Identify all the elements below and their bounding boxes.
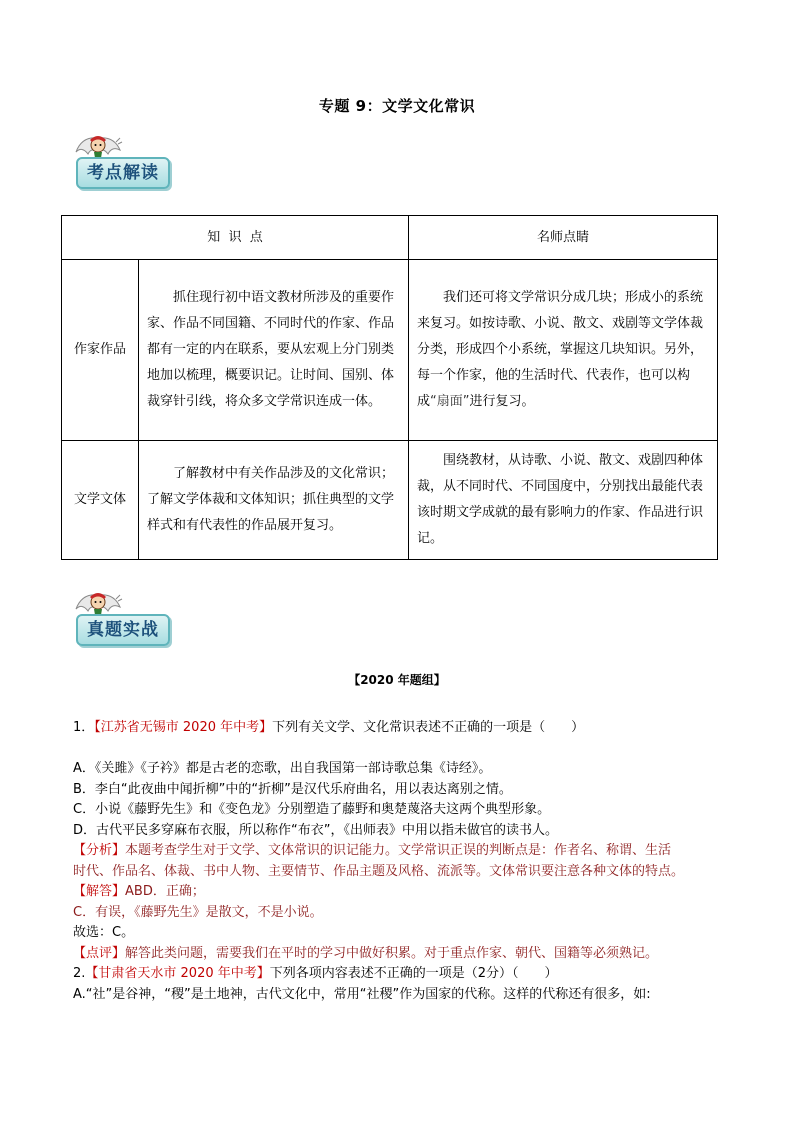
analysis-tag: 【分析】 xyxy=(73,843,126,858)
knowledge-table xyxy=(61,215,718,560)
analysis xyxy=(73,841,733,862)
question-number: 1． xyxy=(73,720,95,735)
section-plate xyxy=(76,157,170,189)
answer xyxy=(73,882,733,903)
option: A．《关雎》《子衿》都是古老的恋歌，出自我国第一部诗歌总集《诗经》。 xyxy=(73,761,492,776)
question-text: 下列有关文学、文化常识表述不正确的一项是（ ） xyxy=(272,720,585,735)
tip-text: 我们还可将文学常识分成几块；形成小的系统来复习。如按诗歌、小说、散文、戏剧等文学体裁分类，形成四个小系统，掌握这几块知识。另外，每一个作家，他的生活时代、代表作，也可以构成 xyxy=(417,290,704,409)
answer-tag: 【解答】 xyxy=(73,884,126,899)
knowledge-cell: 了解教材中有关作品涉及的文化常识；了解文学体裁和文体知识；抓住典型的文学样式和有代表性的作品展开复习。 xyxy=(139,441,409,560)
answer-text: ABD．正确； xyxy=(125,884,205,899)
analysis-cont: 时代、作品名、体裁、书中人物、主要情节、作品主题及风格、流派等。文体常识要注意各种文体的特点。 xyxy=(73,863,685,879)
tip-end: 进行复习。 xyxy=(469,394,535,409)
table-header-tips: 名师点睛 xyxy=(409,216,718,260)
question-2-stem xyxy=(73,964,733,985)
knowledge-cell: 抓住现行初中语文教材所涉及的重要作家、作品不同国籍、不同时代的作家、作品都有一定的内在联系，要从宏观上分门别类地加以梳理，概要识记。让时间、国别、体裁穿针引线，将众多文学常识连成一体。 xyxy=(139,260,409,441)
section-title-kaodian: 考点解读 xyxy=(87,163,159,183)
row-label: 作家作品 xyxy=(62,260,139,441)
comment xyxy=(73,944,733,965)
answer-cont: C．有误，《藤野先生》是散文，不是小说。 xyxy=(73,904,323,920)
option: A.“社”是谷神，“稷”是土地神，古代文化中，常用“社稷”作为国家的代称。这样的代称还有很多，如: xyxy=(73,986,651,1002)
section-badge-zhenti xyxy=(70,589,174,649)
tip-cell xyxy=(409,260,718,441)
comment-text: 解答此类问题，需要我们在平时的学习中做好积累。对于重点作家、朝代、国籍等必须熟记。 xyxy=(125,945,659,961)
page-title: 专题 9：文学文化常识 xyxy=(318,97,476,115)
group-title: 【2020 年题组】 xyxy=(348,673,446,687)
question-1 xyxy=(73,718,733,739)
choice: 故选：C。 xyxy=(73,925,135,940)
question-source: 【江苏省无锡市 2020 年中考】 xyxy=(94,720,273,735)
question-1-body xyxy=(73,759,733,1005)
option: B．李白“此夜曲中闻折柳”中的“折柳”是汉代乐府曲名，用以表达离别之情。 xyxy=(73,781,512,797)
tip-cell: 围绕教材，从诗歌、小说、散文、戏剧四种体裁，从不同时代、不同国度中，分别找出最能代表该时期文学成就的最有影响力的作家、作品进行识记。 xyxy=(409,441,718,560)
section-badge-kaodian xyxy=(70,132,174,192)
comment-tag: 【点评】 xyxy=(73,945,126,961)
question-stem xyxy=(73,718,733,739)
row-label: 文学文体 xyxy=(62,441,139,560)
question-text: 下列各项内容表述不正确的一项是（2分）（ ） xyxy=(269,966,558,981)
table-row xyxy=(62,441,718,560)
question-source: 【甘肃省天水市 2020 年中考】 xyxy=(85,966,270,981)
table-header-row xyxy=(62,216,718,260)
analysis-text: 本题考查学生对于文学、文体常识的识记能力。文学常识正误的判断点是：作者名、称谓、生活 xyxy=(125,843,672,858)
option: C．小说《藤野先生》和《变色龙》分别塑造了藤野和奥楚蔑洛夫这两个典型形象。 xyxy=(73,802,551,817)
tip-quote: “扇面” xyxy=(430,394,470,409)
section-plate xyxy=(76,614,170,646)
table-header-knowledge: 知 识 点 xyxy=(62,216,409,260)
section-title-zhenti: 真题实战 xyxy=(87,620,159,640)
question-number: 2. xyxy=(73,966,86,981)
option: D．古代平民多穿麻布衣服，所以称作“布衣”，《出师表》中用以指未做官的读书人。 xyxy=(73,822,558,838)
table-row xyxy=(62,260,718,441)
